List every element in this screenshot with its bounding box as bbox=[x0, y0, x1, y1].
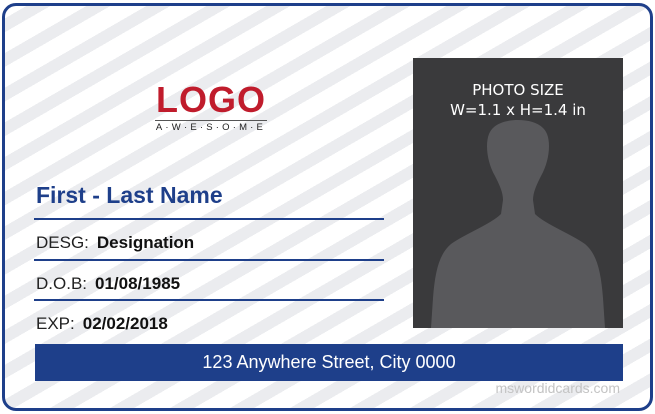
logo-tagline: A·W·E·S·O·M·E bbox=[155, 122, 267, 133]
dob-label: D.O.B: bbox=[36, 274, 88, 293]
logo-text: LOGO bbox=[156, 79, 266, 120]
designation-value: Designation bbox=[96, 233, 195, 252]
designation-label: DESG: bbox=[36, 233, 89, 252]
expiry-value: 02/02/2018 bbox=[82, 314, 168, 333]
expiry-field bbox=[36, 314, 168, 334]
dob-value: 01/08/1985 bbox=[95, 274, 181, 293]
photo-size-dimensions: W=1.1 x H=1.4 in bbox=[450, 101, 586, 119]
expiry-label: EXP: bbox=[36, 314, 75, 333]
employee-name: First - Last Name bbox=[36, 182, 223, 208]
designation-field bbox=[36, 233, 194, 253]
id-card bbox=[2, 3, 653, 411]
photo-placeholder bbox=[413, 58, 623, 328]
address-bar: 123 Anywhere Street, City 0000 bbox=[35, 344, 623, 381]
dob-underline bbox=[34, 299, 384, 301]
photo-size-title: PHOTO SIZE bbox=[472, 81, 564, 99]
watermark: mswordidcards.com bbox=[495, 380, 620, 396]
name-underline bbox=[34, 218, 384, 220]
company-logo bbox=[151, 80, 271, 135]
dob-field bbox=[36, 274, 180, 294]
designation-underline bbox=[34, 259, 384, 261]
